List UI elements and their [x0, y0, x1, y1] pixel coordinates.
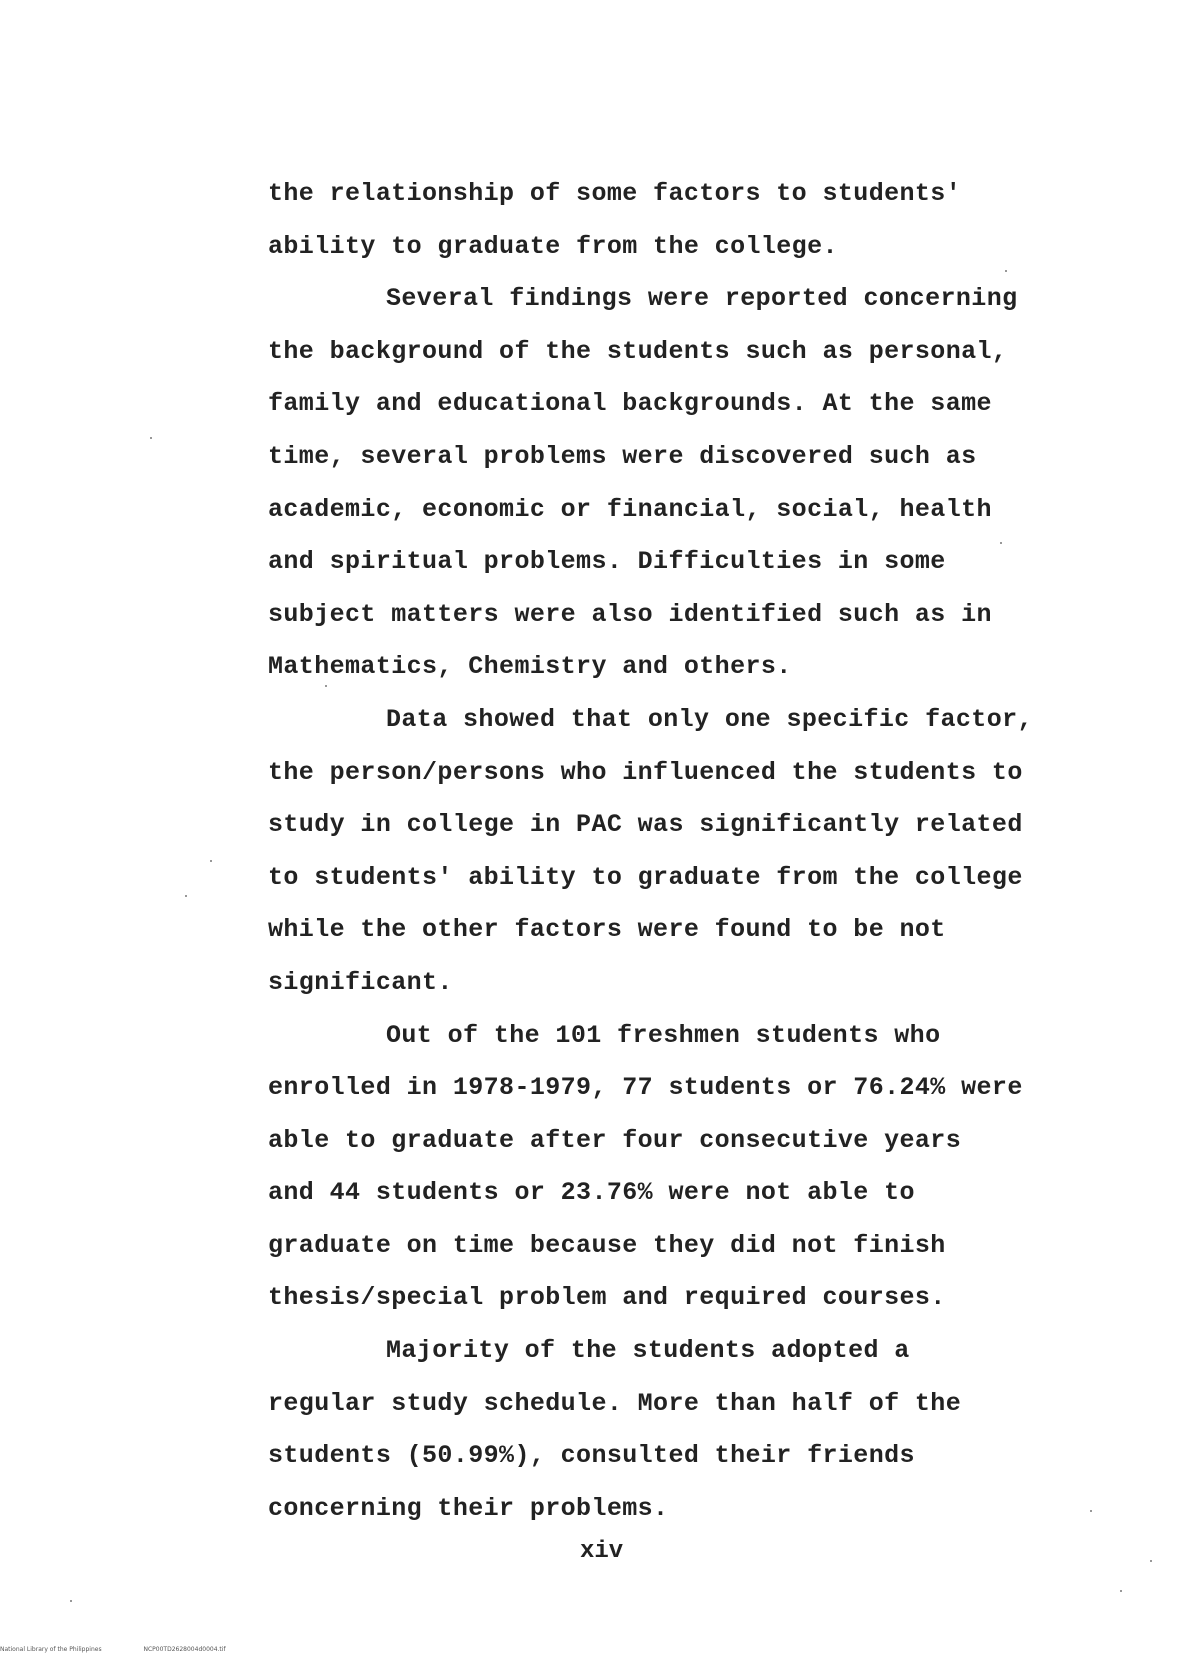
scan-footer [0, 1646, 266, 1653]
scan-speck [1090, 1510, 1092, 1512]
scan-speck [1000, 542, 1002, 544]
paragraph-start-line: Several findings were reported concerning [386, 284, 1018, 314]
text-line: Mathematics, Chemistry and others. [268, 652, 792, 682]
text-line: and 44 students or 23.76% were not able to [268, 1178, 915, 1208]
text-line: while the other factors were found to be not [268, 915, 946, 945]
scan-speck [325, 685, 327, 687]
text-line: students (50.99%), consulted their friends [268, 1441, 915, 1471]
body-text [268, 168, 1048, 1535]
text-line: graduate on time because they did not finish [268, 1230, 946, 1260]
text-line: thesis/special problem and required courses. [268, 1283, 946, 1313]
text-line: concerning their problems. [268, 1493, 669, 1523]
scan-speck [150, 437, 152, 439]
scan-speck [1005, 270, 1007, 272]
text-line: family and educational backgrounds. At the same [268, 389, 992, 419]
paragraph-start-line: Majority of the students adopted a [386, 1336, 910, 1366]
paragraph-start-line: Data showed that only one specific factor, [386, 704, 1033, 734]
library-credit: National Library of the Philippines [0, 1646, 102, 1653]
text-line: ability to graduate from the college. [268, 231, 838, 261]
text-line: the relationship of some factors to students' [268, 179, 962, 208]
text-line: regular study schedule. More than half of the [268, 1388, 962, 1418]
scan-speck [70, 1600, 72, 1602]
scan-speck [1150, 1560, 1152, 1562]
text-line: study in college in PAC was significantly related [268, 810, 1023, 840]
paragraph-start-line: Out of the 101 freshmen students who [386, 1020, 941, 1050]
scan-speck [1120, 1590, 1122, 1592]
text-line: able to graduate after four consecutive years [268, 1125, 962, 1155]
text-line: and spiritual problems. Difficulties in some [268, 547, 946, 577]
scan-speck [185, 895, 187, 897]
text-line: academic, economic or financial, social, health [268, 494, 992, 524]
text-line: the person/persons who influenced the students to [268, 757, 1023, 787]
file-id: NCP00TD2628004d0004.tif [143, 1646, 226, 1653]
scan-speck [210, 860, 212, 862]
text-line: time, several problems were discovered such as [268, 441, 977, 471]
page-number: xiv [580, 1538, 624, 1565]
text-line: to students' ability to graduate from the college [268, 862, 1023, 892]
text-line: enrolled in 1978-1979, 77 students or 76.24% were [268, 1073, 1023, 1103]
text-line: the background of the students such as personal, [268, 336, 1008, 366]
text-line: subject matters were also identified such as in [268, 599, 992, 629]
text-line: significant. [268, 967, 453, 997]
